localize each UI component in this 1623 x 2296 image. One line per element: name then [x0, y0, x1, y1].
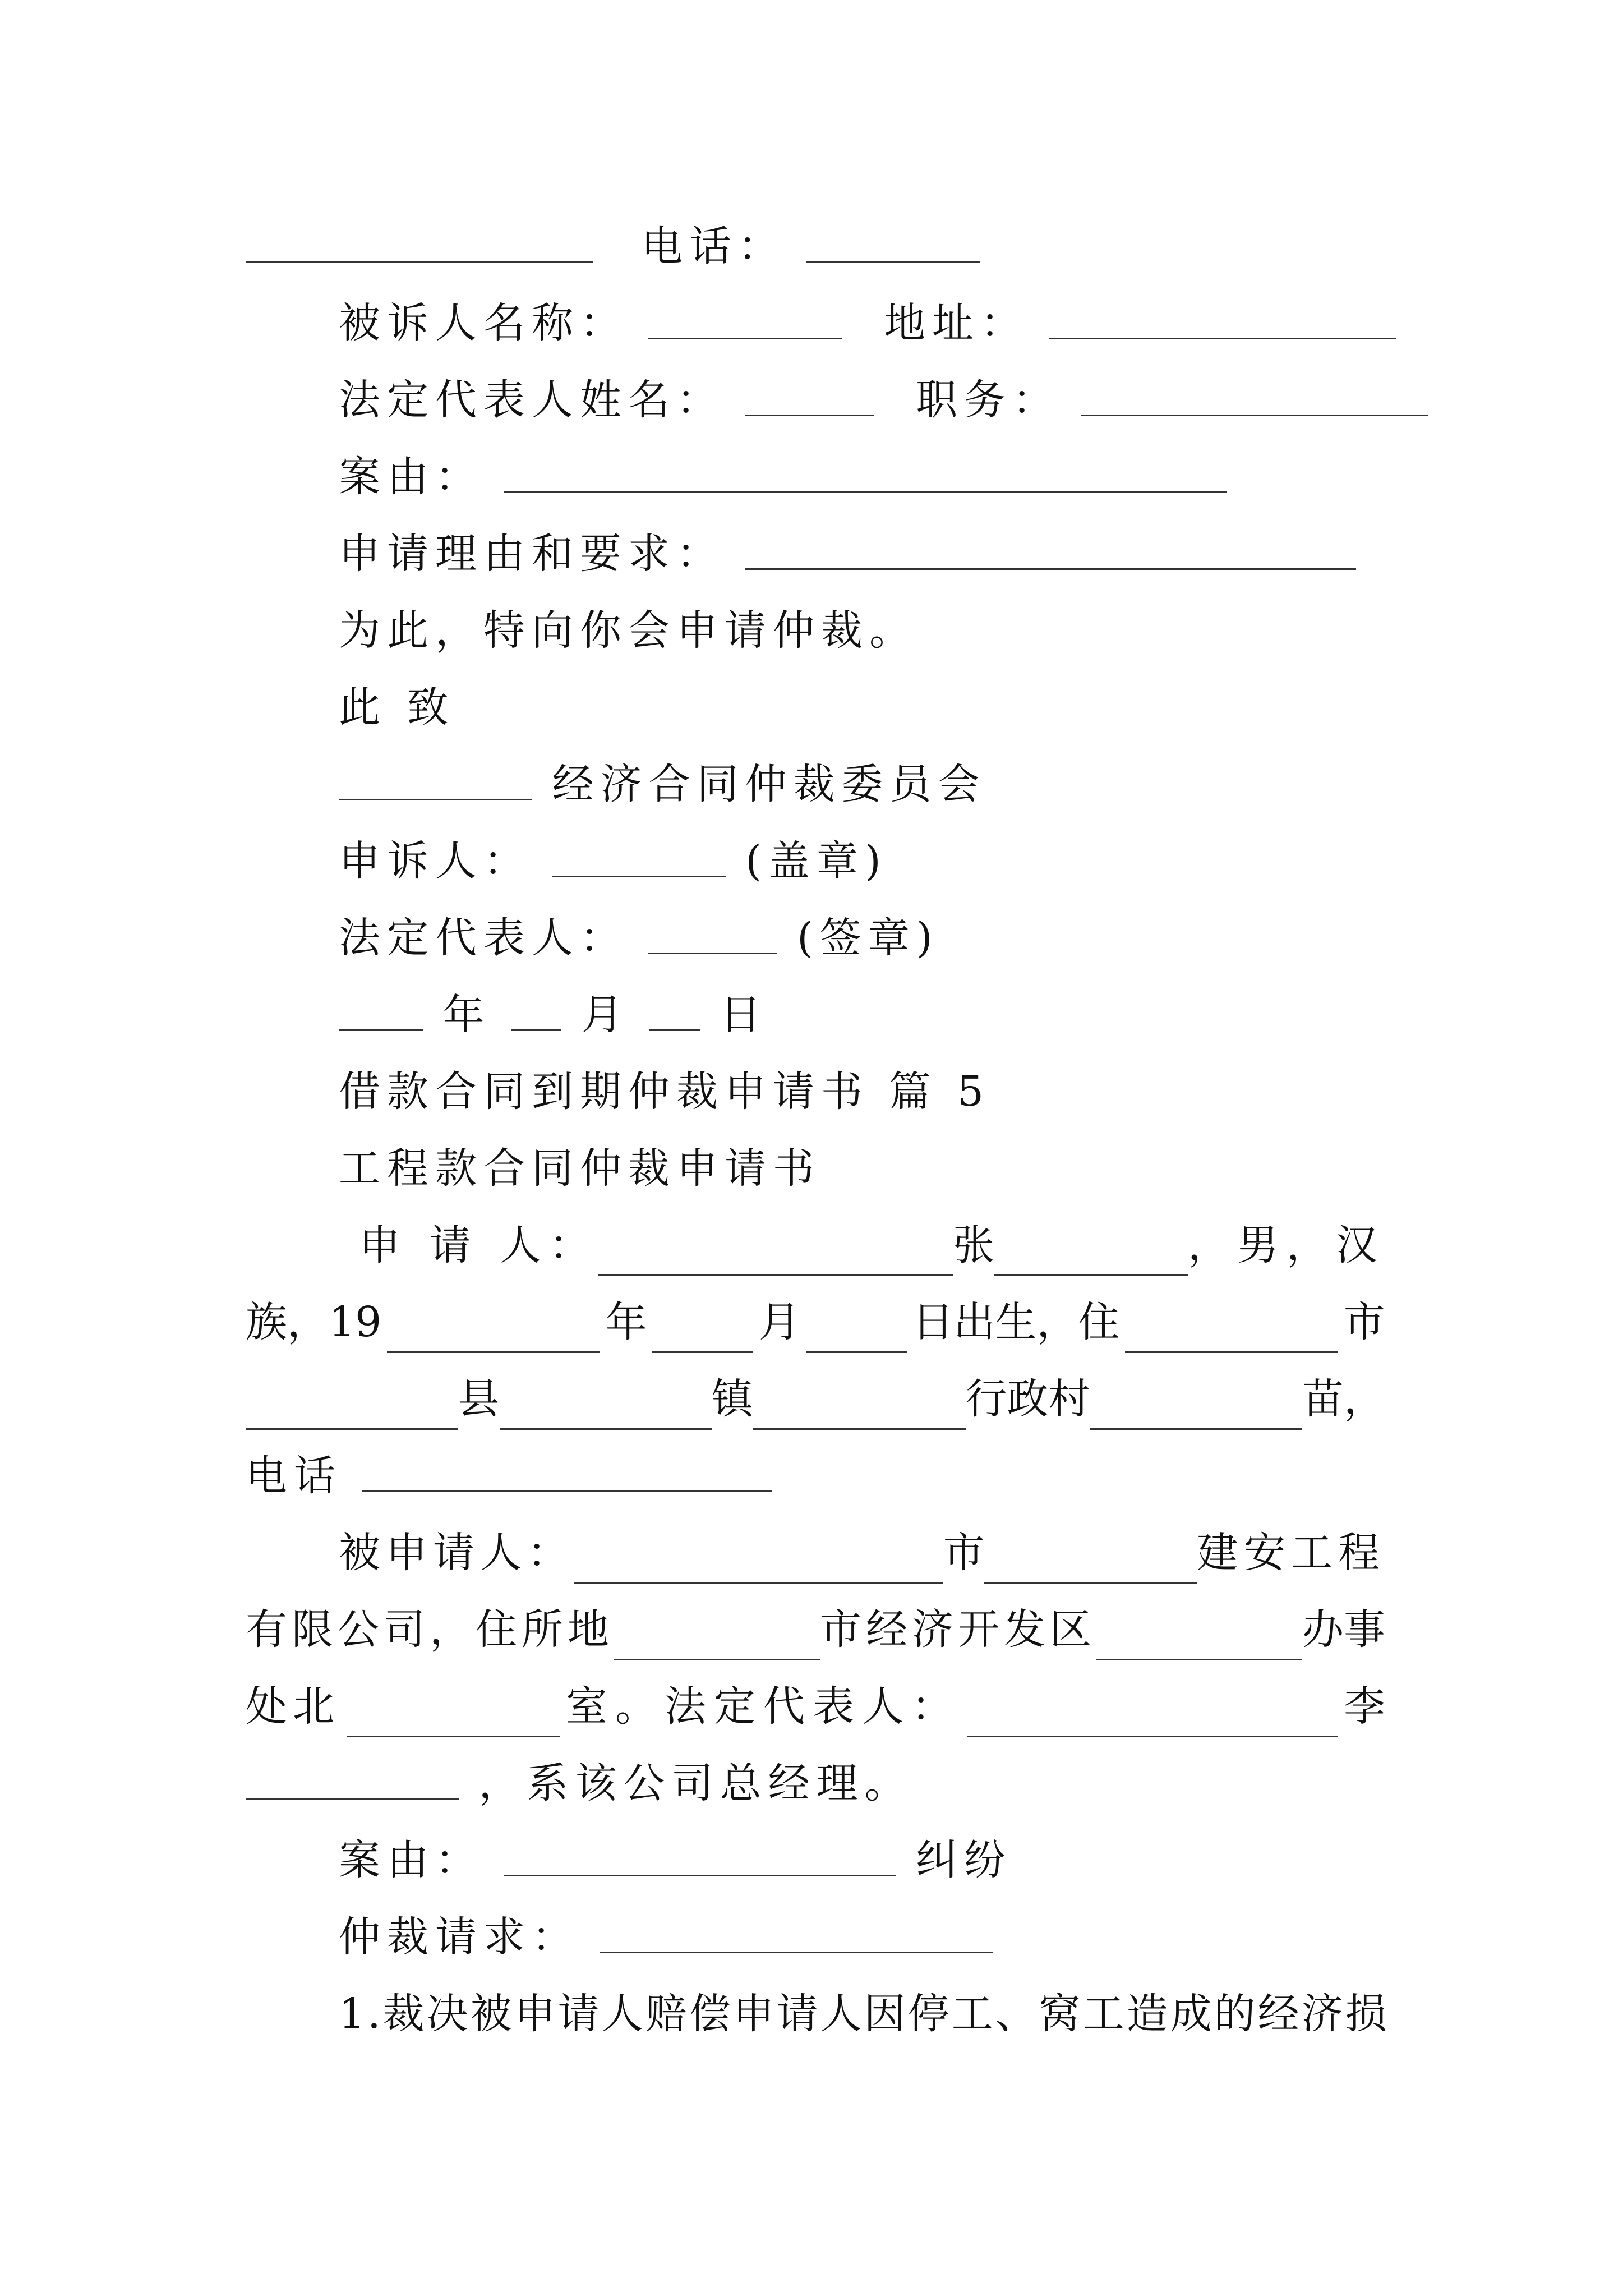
blank	[574, 1542, 943, 1584]
legal-rep-sign-label: 法定代表人：	[339, 914, 628, 962]
respondent-name-line	[339, 292, 1396, 354]
residence-line	[246, 1368, 1385, 1430]
respondent-line	[339, 1522, 1385, 1584]
company-address-line	[246, 1599, 1385, 1660]
blank	[1125, 1311, 1338, 1353]
room-legal-rep-label: 室。法定代表人：	[566, 1682, 961, 1731]
blank	[648, 912, 777, 954]
document-title: 工程款合同仲裁申请书	[339, 1144, 821, 1193]
blank	[984, 1542, 1197, 1584]
blank	[994, 1234, 1188, 1276]
month-label: 月	[581, 991, 630, 1039]
blank	[648, 297, 842, 339]
phone-label: 电话：	[641, 222, 786, 270]
blank	[246, 1388, 458, 1430]
applicant-surname: 张	[953, 1221, 995, 1269]
position-label: 职务：	[916, 376, 1061, 424]
section-heading: 借款合同到期仲裁申请书 篇 5	[339, 1068, 991, 1116]
phone-label: 电话	[246, 1452, 342, 1500]
blank	[504, 1834, 896, 1876]
applicant-line	[359, 1214, 1385, 1276]
county-label: 县	[458, 1375, 500, 1423]
blank	[339, 758, 532, 800]
applicant-label: 申诉人：	[339, 837, 532, 885]
claim-item-1: 1.裁决被申请人赔偿申请人因停工、窝工造成的经济损	[339, 1990, 1389, 2038]
blank	[1049, 297, 1396, 339]
group-label: 苗，	[1302, 1375, 1385, 1423]
blank	[362, 1450, 772, 1492]
blank	[598, 1234, 953, 1276]
blank	[1081, 374, 1428, 416]
address-label: 地址：	[884, 299, 1029, 347]
blank	[339, 989, 423, 1031]
company-type: 建安工程	[1197, 1529, 1385, 1577]
company-address-label: 有限公司，住所地	[246, 1605, 614, 1654]
case-cause-label: 案由：	[339, 453, 483, 501]
blank	[614, 1618, 820, 1660]
blank	[347, 1695, 560, 1737]
blank	[753, 1388, 966, 1430]
applicant-phone-line	[246, 1445, 772, 1507]
general-manager-text: ，系该公司总经理。	[478, 1759, 913, 1807]
legal-rep-detail-line	[246, 1676, 1385, 1737]
case-cause-label: 案由：	[339, 1836, 483, 1884]
dev-zone-label: 市经济开发区	[820, 1605, 1096, 1654]
north-label: 处北	[246, 1682, 340, 1731]
claims-line	[339, 1906, 993, 1968]
applicant-label: 申 请 人：	[359, 1221, 599, 1269]
blank	[600, 1911, 993, 1953]
blank	[504, 451, 1227, 493]
blank	[1090, 1388, 1303, 1430]
respondent-name-label: 被诉人名称：	[339, 299, 628, 347]
committee-line	[339, 753, 986, 815]
blank	[387, 1311, 600, 1353]
respondent-label: 被申请人：	[339, 1529, 574, 1577]
dispute-line	[339, 1829, 1012, 1891]
blank	[652, 1311, 753, 1353]
reason-label: 申请理由和要求：	[339, 530, 725, 578]
blank	[745, 528, 1356, 570]
date-line	[339, 984, 768, 1046]
ethnicity-birth-text: 族，19	[246, 1298, 382, 1346]
blank	[552, 835, 726, 877]
rep-surname: 李	[1344, 1682, 1385, 1731]
blank	[967, 1695, 1338, 1737]
blank	[246, 1757, 459, 1800]
phone-line	[246, 215, 980, 277]
blank	[649, 989, 700, 1031]
claims-label: 仲裁请求：	[339, 1913, 580, 1961]
blank	[511, 989, 561, 1031]
case-cause-line	[339, 446, 1227, 508]
salutation: 此 致	[339, 683, 455, 731]
legal-rep-label: 法定代表人姓名：	[339, 376, 725, 424]
blank	[246, 220, 593, 263]
dispute-label: 纠纷	[916, 1836, 1013, 1884]
year-label: 年	[605, 1298, 647, 1346]
village-label: 行政村	[965, 1375, 1090, 1423]
blank	[1096, 1618, 1302, 1660]
city-label: 市	[1343, 1298, 1385, 1346]
legal-rep-line	[339, 369, 1428, 431]
seal-note: (盖章)	[745, 837, 888, 885]
birth-line	[246, 1291, 1385, 1353]
applicant-sign-line	[339, 830, 888, 892]
month-label: 月	[759, 1298, 801, 1346]
blank	[806, 1311, 907, 1353]
city-label: 市	[943, 1529, 985, 1577]
office-label: 办事	[1302, 1605, 1385, 1654]
applicant-gender-ethnicity: ，男，汉	[1188, 1221, 1385, 1269]
blank	[500, 1388, 712, 1430]
blank	[745, 374, 874, 416]
reason-line	[339, 523, 1356, 585]
day-label: 日	[720, 991, 768, 1039]
committee-name: 经济合同仲裁委员会	[552, 760, 986, 808]
paragraph-text: 为此，特向你会申请仲裁。	[339, 606, 917, 655]
rep-sign-line	[339, 907, 939, 969]
signature-note: (签章)	[797, 914, 939, 962]
town-label: 镇	[712, 1375, 753, 1423]
year-label: 年	[442, 991, 491, 1039]
manager-line	[246, 1752, 913, 1814]
blank	[806, 220, 980, 263]
birth-residence-text: 日出生，住	[912, 1298, 1120, 1346]
